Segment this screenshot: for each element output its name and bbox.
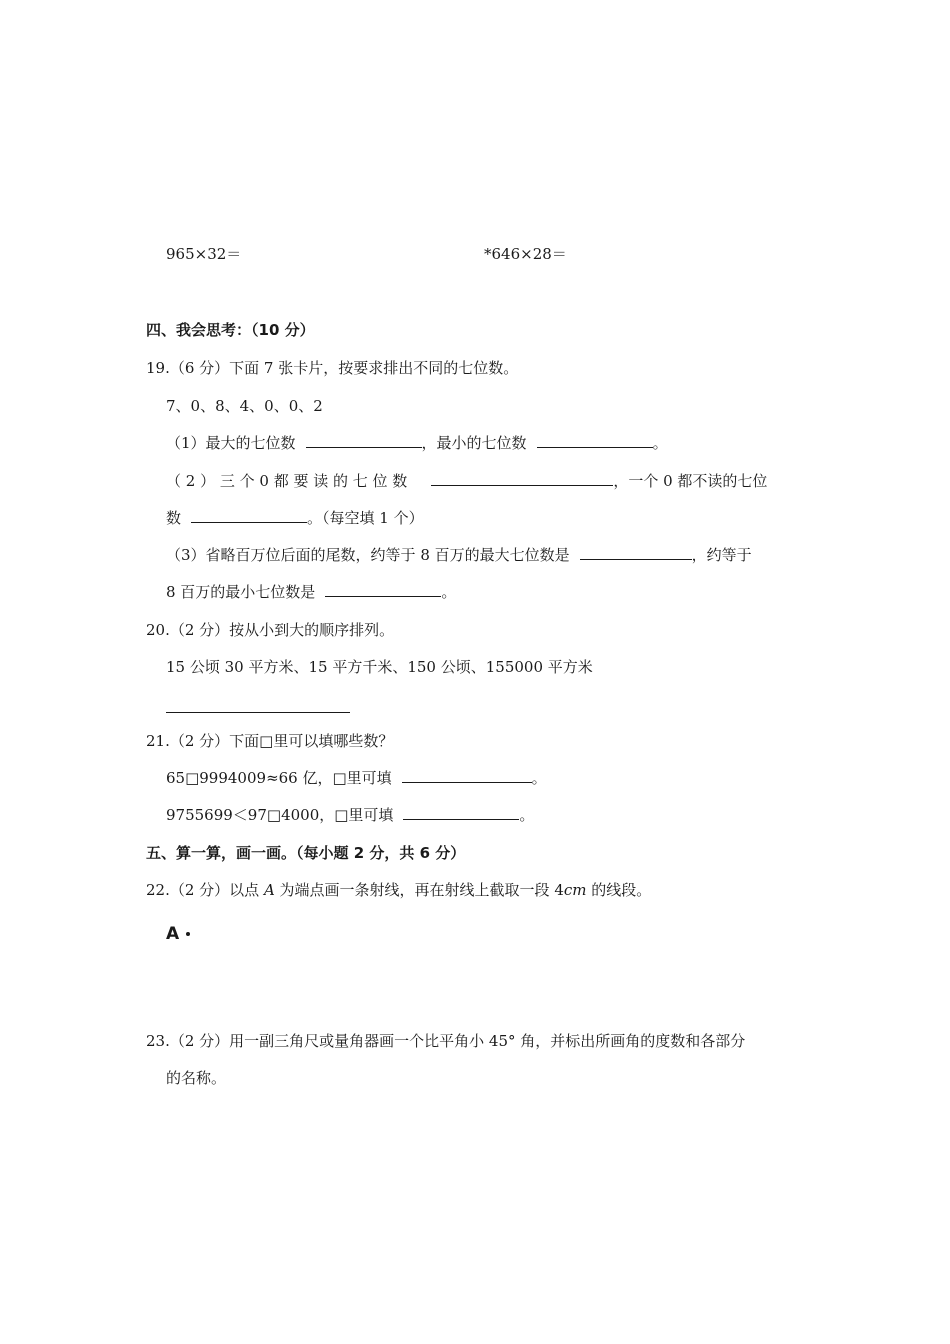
q19-part3-text-a: （3）省略百万位后面的尾数，约等于 8 百万的最大七位数是 [166,546,570,564]
q19-part3-text-c: 8 百万的最小七位数是 [166,583,316,601]
q19-answer-largest-blank[interactable] [580,545,692,560]
q22-stem-b: 为端点画一条射线，再在射线上截取一段 4 [274,881,564,899]
q19-part1-text-a: （1）最大的七位数 [166,434,296,452]
q21-answer-1-blank[interactable] [402,768,532,783]
q20-items: 15 公顷 30 平方米、15 平方千米、150 公顷、155000 平方米 [166,658,593,676]
q19-part2-cont [166,508,424,528]
q21-line2 [166,805,534,825]
calc-right: *646×28＝ [484,245,567,263]
q21-line2-text-a: 9755699＜97□4000，□里可填 [166,806,394,824]
q19-part1-text-c: 。 [652,434,668,452]
q19-part3 [166,545,752,565]
q22-stem [146,880,651,900]
q19-answer-min-blank[interactable] [537,433,653,448]
q19-part3-text-b: ，约等于 [691,546,752,564]
q22-stem-c: 的线段。 [586,881,652,899]
q19-answer-smallest-blank[interactable] [325,582,441,597]
section-4-heading: 四、我会思考：（10 分） [146,321,315,339]
q19-part2 [166,471,767,491]
q21-line1-text-a: 65□9994009≈66 亿，□里可填 [166,769,392,787]
q22-stem-a: 22.（2 分）以点 [146,881,264,899]
q19-part1-text-b: ，最小的七位数 [421,434,527,452]
q19-part2-text-b: ，一个 0 都不读的七位 [613,472,768,490]
q19-cards: 7、0、8、4、0、0、2 [166,397,323,415]
q23-line2: 的名称。 [166,1069,227,1087]
q20-answer-blank[interactable] [166,698,350,713]
calc-left: 965×32＝ [166,245,242,263]
q19-answer-no-zero-blank[interactable] [191,508,307,523]
q21-stem: 21.（2 分）下面□里可以填哪些数？ [146,732,394,750]
q21-answer-2-blank[interactable] [403,805,519,820]
q20-stem: 20.（2 分）按从小到大的顺序排列。 [146,621,395,639]
q21-line2-text-b: 。 [519,806,535,824]
q22-point-a [166,924,190,944]
q19-answer-max-blank[interactable] [306,433,422,448]
q19-stem: 19.（6 分）下面 7 张卡片，按要求排出不同的七位数。 [146,359,519,377]
q22-unit: cm [563,881,587,899]
q19-part3-cont [166,582,456,602]
q19-part2-text-c: 数 [166,509,182,527]
q21-line1 [166,768,547,788]
q19-part1 [166,433,668,453]
q19-part3-text-d: 。 [441,583,457,601]
q19-part2-text-d: 。（每空填 1 个） [307,509,424,527]
q22-point-label: A [166,924,180,944]
q22-point-dot-icon [186,932,190,936]
q19-part2-text-a: （ 2 ） 三 个 0 都 要 读 的 七 位 数 [166,472,408,490]
q19-answer-three-zero-blank[interactable] [431,471,613,486]
q23-line1: 23.（2 分）用一副三角尺或量角器画一个比平角小 45° 角，并标出所画角的度数和各部分 [146,1032,746,1050]
section-5-heading: 五、算一算，画一画。（每小题 2 分，共 6 分） [146,844,466,862]
q21-line1-text-b: 。 [531,769,547,787]
q22-point-variable: A [263,881,275,899]
